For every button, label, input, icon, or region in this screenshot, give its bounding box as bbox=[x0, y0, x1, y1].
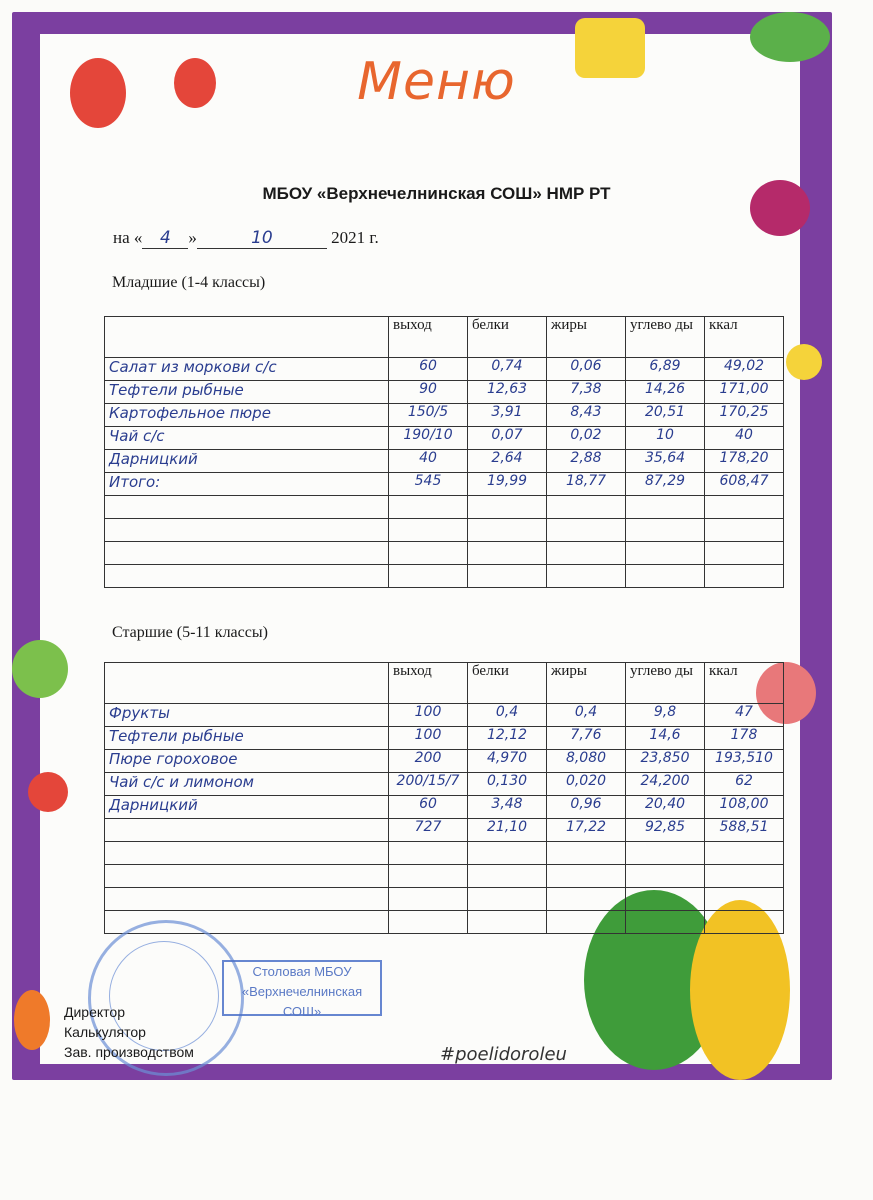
value-cell: 0,07 bbox=[468, 427, 547, 450]
value-cell bbox=[468, 842, 547, 865]
table-row bbox=[105, 565, 784, 588]
date-month: 10 bbox=[197, 228, 327, 249]
table-row bbox=[105, 450, 784, 473]
header-cell: выход bbox=[389, 663, 468, 704]
value-cell bbox=[389, 888, 468, 911]
dish-name-cell bbox=[105, 542, 389, 565]
value-cell: 92,85 bbox=[626, 819, 705, 842]
header-cell: белки bbox=[468, 317, 547, 358]
value-cell: 9,8 bbox=[626, 704, 705, 727]
value-cell: 193,510 bbox=[705, 750, 784, 773]
header-cell: жиры bbox=[547, 663, 626, 704]
value-cell: 200/15/7 bbox=[389, 773, 468, 796]
value-cell bbox=[626, 496, 705, 519]
header-cell bbox=[105, 663, 389, 704]
value-cell: 21,10 bbox=[468, 819, 547, 842]
header-cell: углево ды bbox=[626, 317, 705, 358]
value-cell: 23,850 bbox=[626, 750, 705, 773]
senior-section-label: Старшие (5-11 классы) bbox=[112, 624, 268, 641]
signature-calculator: Калькулятор bbox=[64, 1024, 146, 1040]
table-row bbox=[105, 358, 784, 381]
stamp-line-1: Столовая МБОУ bbox=[252, 964, 352, 979]
value-cell: 0,02 bbox=[547, 427, 626, 450]
dish-name-cell: Картофельное пюре bbox=[105, 404, 389, 427]
value-cell: 60 bbox=[389, 796, 468, 819]
table-row bbox=[105, 888, 784, 911]
value-cell: 0,130 bbox=[468, 773, 547, 796]
value-cell bbox=[705, 542, 784, 565]
value-cell: 18,77 bbox=[547, 473, 626, 496]
table-row bbox=[105, 381, 784, 404]
value-cell bbox=[547, 911, 626, 934]
value-cell: 0,020 bbox=[547, 773, 626, 796]
value-cell: 7,76 bbox=[547, 727, 626, 750]
dish-name-cell: Пюре гороховое bbox=[105, 750, 389, 773]
value-cell bbox=[389, 911, 468, 934]
senior-menu-table bbox=[104, 662, 784, 934]
value-cell bbox=[705, 911, 784, 934]
dish-name-cell: Итого: bbox=[105, 473, 389, 496]
table-row bbox=[105, 519, 784, 542]
menu-title: Меню bbox=[357, 52, 516, 112]
table-header-row bbox=[105, 317, 784, 358]
value-cell: 171,00 bbox=[705, 381, 784, 404]
value-cell bbox=[389, 842, 468, 865]
value-cell: 190/10 bbox=[389, 427, 468, 450]
value-cell: 19,99 bbox=[468, 473, 547, 496]
value-cell: 0,4 bbox=[468, 704, 547, 727]
value-cell bbox=[705, 565, 784, 588]
signature-production-head: Зав. производством bbox=[64, 1044, 194, 1060]
value-cell: 150/5 bbox=[389, 404, 468, 427]
value-cell bbox=[468, 542, 547, 565]
value-cell: 2,64 bbox=[468, 450, 547, 473]
header-cell bbox=[105, 317, 389, 358]
value-cell: 20,51 bbox=[626, 404, 705, 427]
value-cell: 3,91 bbox=[468, 404, 547, 427]
value-cell: 24,200 bbox=[626, 773, 705, 796]
value-cell: 62 bbox=[705, 773, 784, 796]
value-cell bbox=[626, 519, 705, 542]
value-cell bbox=[547, 496, 626, 519]
dish-name-cell: Чай с/с и лимоном bbox=[105, 773, 389, 796]
table-row bbox=[105, 704, 784, 727]
dish-name-cell bbox=[105, 888, 389, 911]
header-cell: углево ды bbox=[626, 663, 705, 704]
value-cell: 6,89 bbox=[626, 358, 705, 381]
value-cell bbox=[389, 496, 468, 519]
table-row bbox=[105, 842, 784, 865]
value-cell: 90 bbox=[389, 381, 468, 404]
dish-name-cell: Тефтели рыбные bbox=[105, 727, 389, 750]
value-cell: 0,06 bbox=[547, 358, 626, 381]
header-cell: жиры bbox=[547, 317, 626, 358]
value-cell bbox=[468, 496, 547, 519]
value-cell: 12,63 bbox=[468, 381, 547, 404]
value-cell bbox=[626, 565, 705, 588]
value-cell: 4,970 bbox=[468, 750, 547, 773]
value-cell: 178 bbox=[705, 727, 784, 750]
value-cell bbox=[547, 888, 626, 911]
value-cell bbox=[705, 496, 784, 519]
value-cell: 49,02 bbox=[705, 358, 784, 381]
dish-name-cell: Дарницкий bbox=[105, 796, 389, 819]
table-row bbox=[105, 542, 784, 565]
value-cell: 0,96 bbox=[547, 796, 626, 819]
stamp-line-2: «Верхнечелнинская СОШ» bbox=[241, 984, 363, 1019]
value-cell: 40 bbox=[389, 450, 468, 473]
canteen-stamp bbox=[222, 960, 382, 1019]
value-cell: 545 bbox=[389, 473, 468, 496]
hashtag: #poelidoroleu bbox=[440, 1044, 567, 1065]
value-cell bbox=[705, 865, 784, 888]
value-cell: 108,00 bbox=[705, 796, 784, 819]
junior-menu-table bbox=[104, 316, 784, 588]
date-mid: » bbox=[188, 228, 197, 247]
value-cell: 3,48 bbox=[468, 796, 547, 819]
value-cell bbox=[468, 865, 547, 888]
value-cell: 8,43 bbox=[547, 404, 626, 427]
table-row bbox=[105, 727, 784, 750]
header-cell: выход bbox=[389, 317, 468, 358]
value-cell bbox=[626, 542, 705, 565]
value-cell: 0,74 bbox=[468, 358, 547, 381]
value-cell: 47 bbox=[705, 704, 784, 727]
value-cell bbox=[626, 911, 705, 934]
value-cell bbox=[547, 542, 626, 565]
value-cell: 608,47 bbox=[705, 473, 784, 496]
cherry-tomato-icon bbox=[28, 772, 68, 812]
dish-name-cell: Фрукты bbox=[105, 704, 389, 727]
date-day: 4 bbox=[142, 228, 188, 249]
signature-director: Директор bbox=[64, 1004, 125, 1020]
value-cell: 12,12 bbox=[468, 727, 547, 750]
value-cell bbox=[705, 888, 784, 911]
apple-icon bbox=[12, 640, 68, 698]
dish-name-cell: Дарницкий bbox=[105, 450, 389, 473]
value-cell: 10 bbox=[626, 427, 705, 450]
table-row bbox=[105, 750, 784, 773]
table-row bbox=[105, 911, 784, 934]
lemon-icon bbox=[786, 344, 822, 380]
value-cell: 100 bbox=[389, 727, 468, 750]
value-cell bbox=[705, 842, 784, 865]
value-cell bbox=[468, 565, 547, 588]
school-name: МБОУ «Верхнечелнинская СОШ» НМР РТ bbox=[262, 184, 611, 203]
value-cell: 8,080 bbox=[547, 750, 626, 773]
value-cell: 60 bbox=[389, 358, 468, 381]
value-cell: 7,38 bbox=[547, 381, 626, 404]
dish-name-cell bbox=[105, 565, 389, 588]
value-cell: 200 bbox=[389, 750, 468, 773]
dish-name-cell bbox=[105, 496, 389, 519]
table-row bbox=[105, 865, 784, 888]
value-cell: 35,64 bbox=[626, 450, 705, 473]
date-prefix: на « bbox=[113, 228, 143, 247]
table-row bbox=[105, 404, 784, 427]
value-cell bbox=[626, 842, 705, 865]
table-row bbox=[105, 427, 784, 450]
table-header-row bbox=[105, 663, 784, 704]
value-cell bbox=[547, 865, 626, 888]
value-cell bbox=[468, 911, 547, 934]
header-cell: ккал bbox=[705, 663, 784, 704]
value-cell: 588,51 bbox=[705, 819, 784, 842]
value-cell bbox=[468, 888, 547, 911]
value-cell bbox=[389, 865, 468, 888]
dish-name-cell bbox=[105, 865, 389, 888]
header-cell: ккал bbox=[705, 317, 784, 358]
value-cell: 14,6 bbox=[626, 727, 705, 750]
value-cell bbox=[389, 519, 468, 542]
dish-name-cell bbox=[105, 819, 389, 842]
header-cell: белки bbox=[468, 663, 547, 704]
value-cell: 87,29 bbox=[626, 473, 705, 496]
dish-name-cell bbox=[105, 842, 389, 865]
value-cell: 20,40 bbox=[626, 796, 705, 819]
value-cell: 14,26 bbox=[626, 381, 705, 404]
value-cell: 727 bbox=[389, 819, 468, 842]
value-cell: 100 bbox=[389, 704, 468, 727]
date-suffix: 2021 г. bbox=[331, 228, 379, 247]
table-row bbox=[105, 819, 784, 842]
value-cell bbox=[547, 565, 626, 588]
value-cell: 170,25 bbox=[705, 404, 784, 427]
value-cell bbox=[468, 519, 547, 542]
value-cell bbox=[547, 842, 626, 865]
table-row bbox=[105, 796, 784, 819]
dish-name-cell bbox=[105, 519, 389, 542]
junior-section-label: Младшие (1-4 классы) bbox=[112, 274, 266, 291]
value-cell: 0,4 bbox=[547, 704, 626, 727]
value-cell: 40 bbox=[705, 427, 784, 450]
dish-name-cell: Чай с/с bbox=[105, 427, 389, 450]
value-cell: 17,22 bbox=[547, 819, 626, 842]
date-line bbox=[113, 228, 379, 249]
value-cell bbox=[626, 888, 705, 911]
value-cell bbox=[547, 519, 626, 542]
table-row bbox=[105, 496, 784, 519]
value-cell: 2,88 bbox=[547, 450, 626, 473]
value-cell bbox=[705, 519, 784, 542]
value-cell bbox=[389, 565, 468, 588]
value-cell bbox=[389, 542, 468, 565]
dish-name-cell: Салат из моркови с/с bbox=[105, 358, 389, 381]
value-cell: 178,20 bbox=[705, 450, 784, 473]
dish-name-cell: Тефтели рыбные bbox=[105, 381, 389, 404]
table-row bbox=[105, 473, 784, 496]
value-cell bbox=[626, 865, 705, 888]
table-row bbox=[105, 773, 784, 796]
carrot-icon bbox=[14, 990, 50, 1050]
